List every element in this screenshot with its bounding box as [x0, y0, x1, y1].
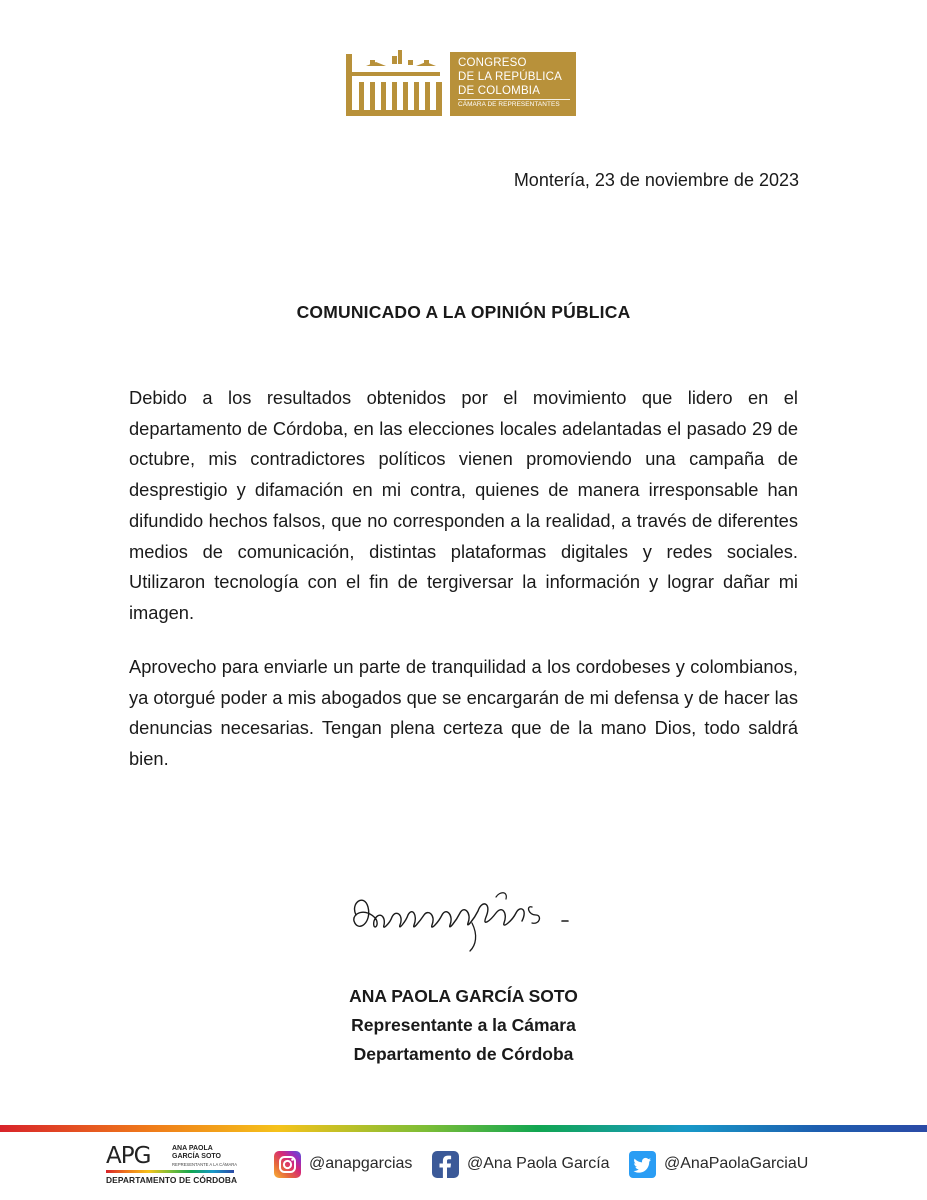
body-paragraph: Debido a los resultados obtenidos por el movimiento que lidero en el departamento de Córdoba, en las elecciones locales adelantadas el pasado 29 de octubre, mis contradictores políticos vienen promoviendo una campaña de desprestigio y difamación en mi contra, quienes de manera irresponsable han difundido hechos falsos, que no corresponden a la realidad, a través de diferentes medios de comunicación, distintas plataformas digitales y redes sociales. Utilizaron tecnología con el fin de tergiversar la información y lograr dañar mi imagen.	[129, 387, 798, 623]
facebook-handle[interactable]: @Ana Paola García	[467, 1155, 610, 1172]
capitol-building-icon	[346, 46, 448, 118]
apg-brand-name-line: GARCÍA SOTO	[172, 1153, 222, 1160]
signature-block	[0, 982, 927, 1069]
congress-logo-text-box	[450, 52, 576, 116]
congress-logo	[346, 46, 578, 118]
apg-brand-logo	[106, 1144, 236, 1184]
twitter-icon	[629, 1151, 656, 1178]
logo-line-3: DE COLOMBIA	[458, 85, 541, 97]
handwritten-signature	[346, 885, 578, 955]
logo-line-2: DE LA REPÚBLICA	[458, 71, 562, 83]
social-instagram[interactable]	[274, 1150, 412, 1178]
letter-date: Montería, 23 de noviembre de 2023	[513, 170, 799, 190]
social-facebook[interactable]	[432, 1150, 610, 1178]
apg-color-bar	[106, 1170, 234, 1173]
signer-position: Representante a la Cámara	[351, 1015, 576, 1035]
social-twitter[interactable]	[629, 1150, 808, 1178]
apg-tagline: REPRESENTANTE A LA CÁMARA	[172, 1162, 238, 1167]
instagram-icon	[274, 1151, 301, 1178]
signer-department: Departamento de Córdoba	[353, 1044, 574, 1064]
logo-subline: CÁMARA DE REPRESENTANTES	[458, 99, 570, 109]
apg-department: DEPARTAMENTO DE CÓRDOBA	[106, 1175, 238, 1185]
body-paragraph: Aprovecho para enviarle un parte de tranquilidad a los cordobeses y colombianos, ya otorgué poder a mis abogados que se encargarán de mi defensa y de hacer las denuncias necesarias. Tengan plena certeza que de la mano Dios, todo saldrá bien.	[129, 656, 798, 770]
rainbow-footer-bar	[0, 1125, 927, 1132]
facebook-icon	[432, 1151, 459, 1178]
instagram-handle[interactable]: @anapgarcias	[309, 1155, 413, 1172]
logo-line-1: CONGRESO	[458, 57, 527, 69]
signer-name: ANA PAOLA GARCÍA SOTO	[349, 986, 578, 1006]
letter-title: COMUNICADO A LA OPINIÓN PÚBLICA	[296, 302, 631, 322]
apg-brand-name-line: ANA PAOLA	[172, 1145, 213, 1152]
apg-mark: APG	[106, 1143, 151, 1169]
apg-brand-name	[172, 1145, 221, 1161]
twitter-handle[interactable]: @AnaPaolaGarciaU	[664, 1155, 809, 1172]
